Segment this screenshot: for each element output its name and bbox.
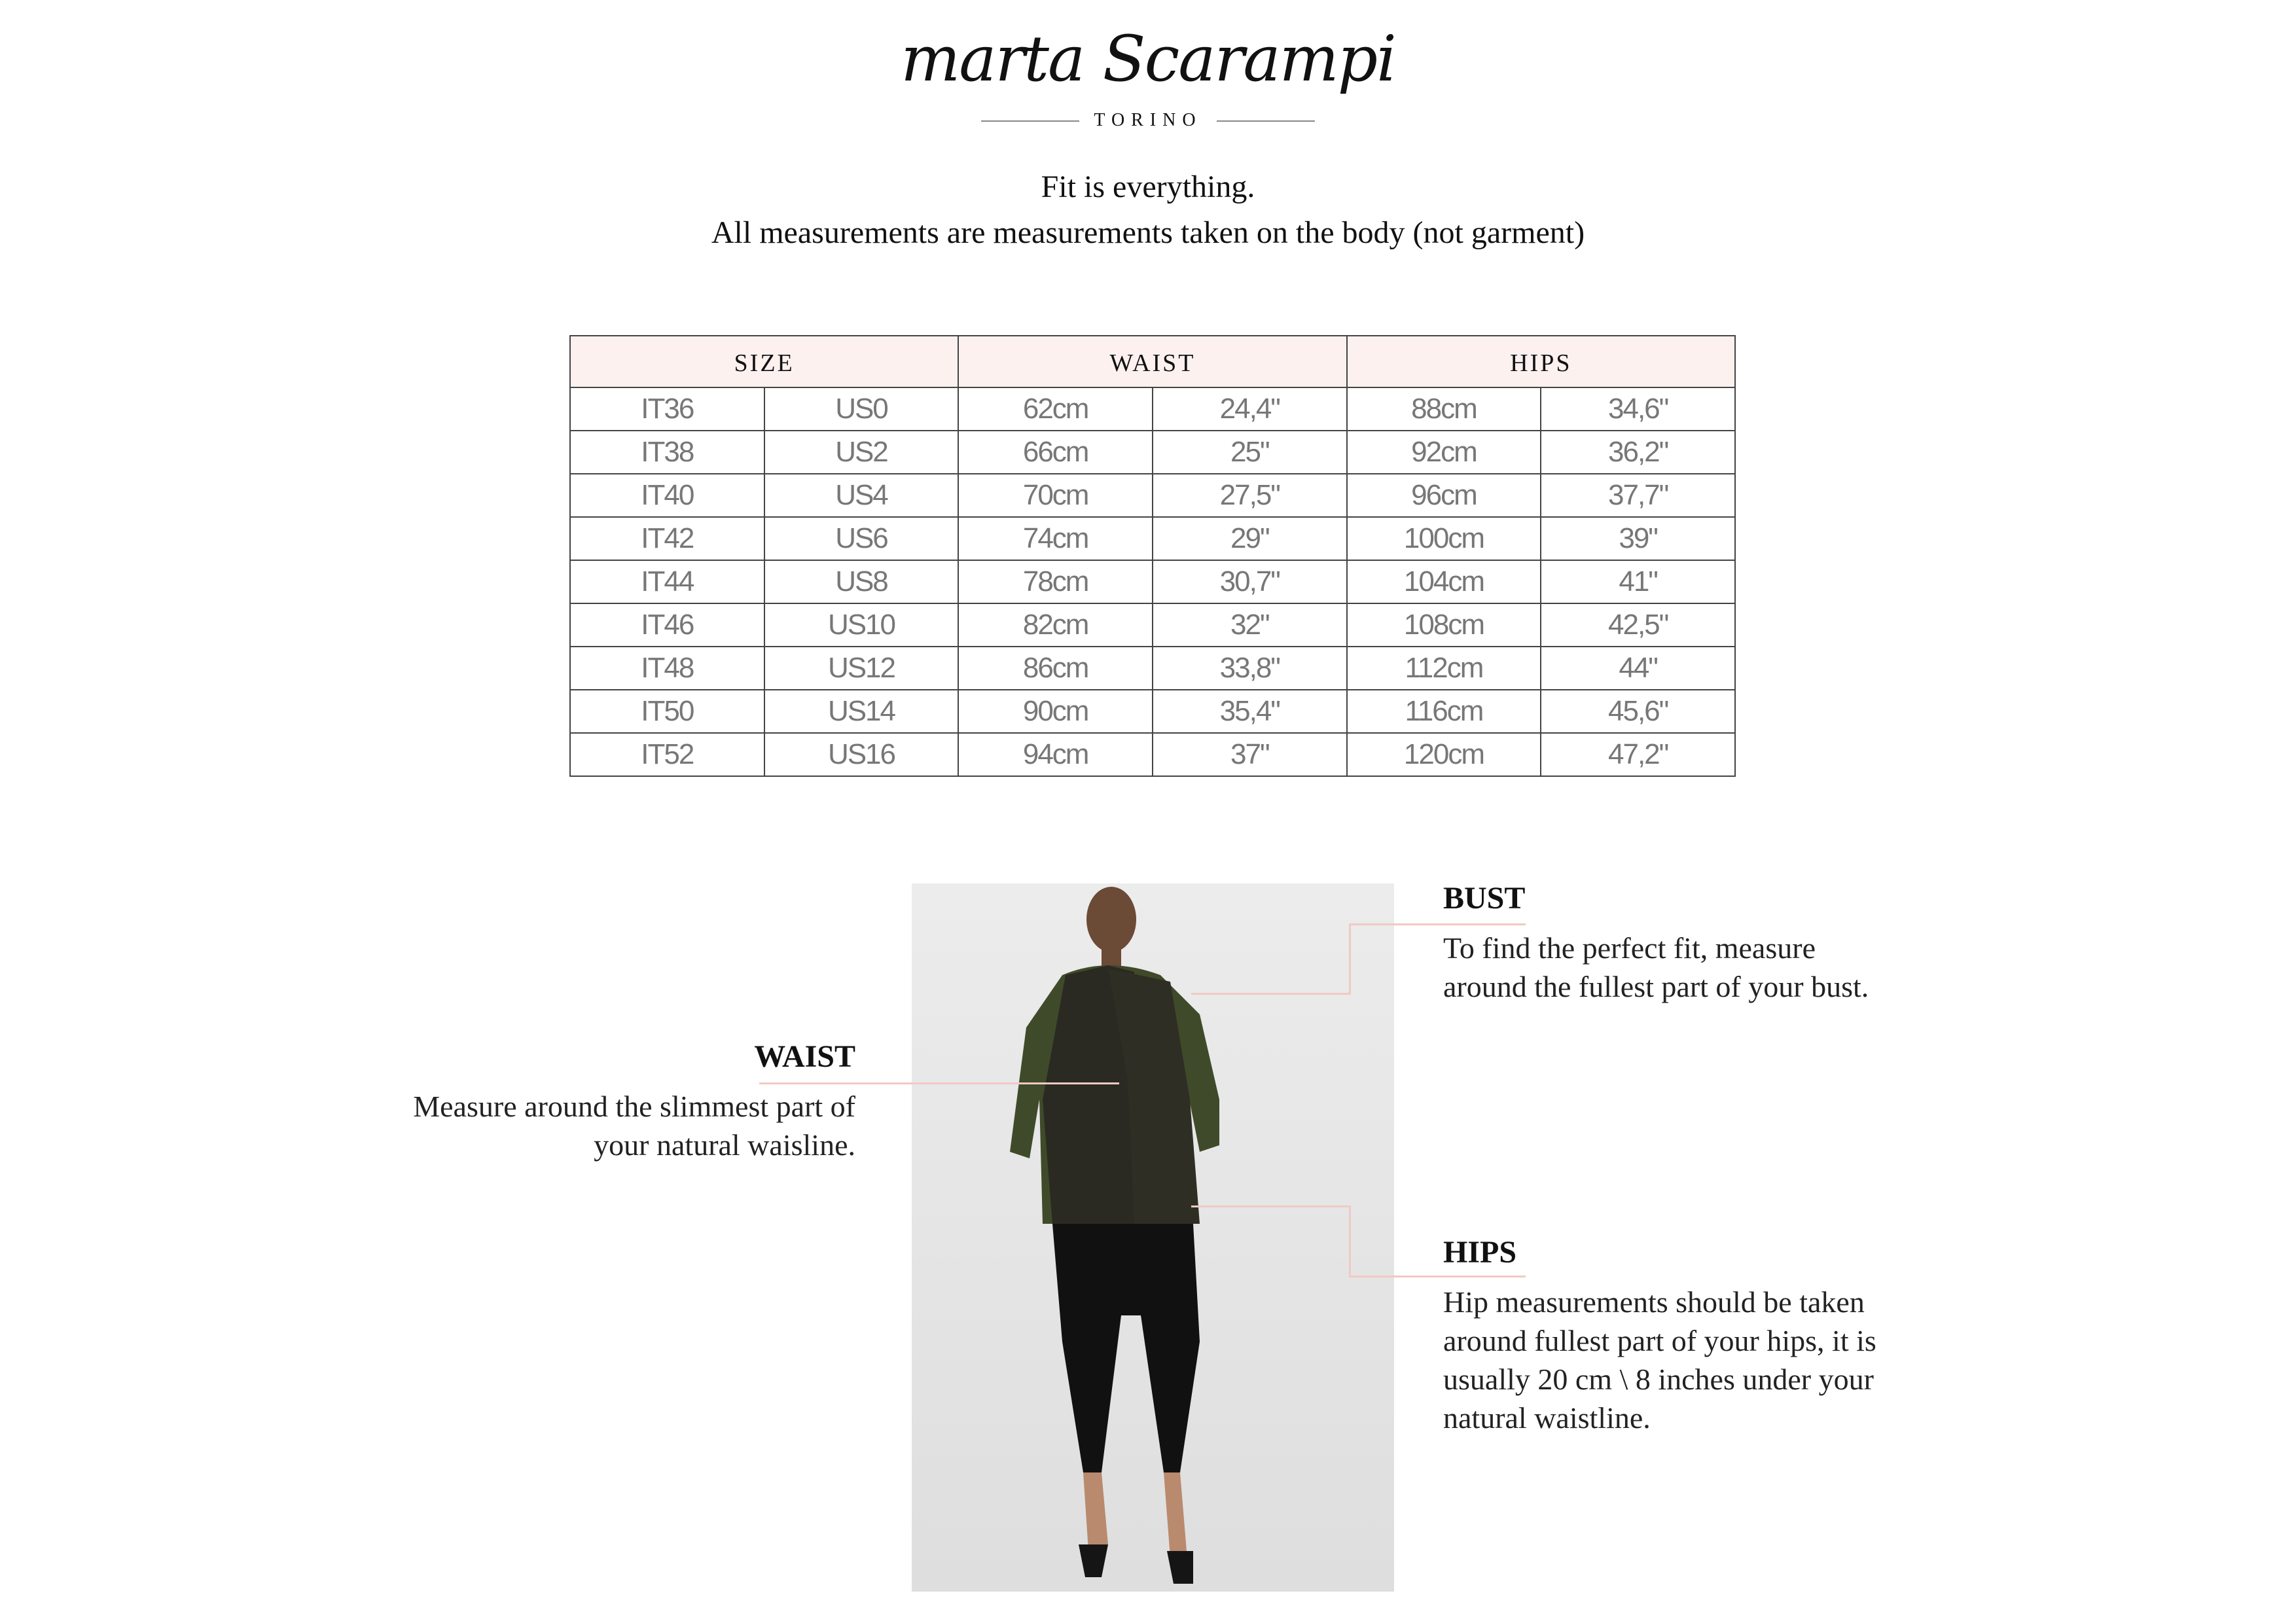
- size-chart-table: [569, 335, 1736, 777]
- brand-logo: [847, 22, 1449, 151]
- waist-line: Measure around the slimmest part of: [413, 1090, 855, 1123]
- tagline: Fit is everything.: [1041, 169, 1255, 204]
- hips-cm-cell: 120cm: [1347, 733, 1541, 776]
- table-row: [570, 474, 1735, 517]
- hips-in-cell: 42,5": [1541, 603, 1735, 647]
- us-size-cell: US8: [764, 560, 959, 603]
- table-header-row: [570, 336, 1735, 387]
- it-size-cell: IT36: [570, 387, 764, 431]
- hips-line: natural waistline.: [1443, 1401, 1651, 1435]
- hips-cm-cell: 88cm: [1347, 387, 1541, 431]
- hips-title: HIPS: [1443, 1235, 1517, 1270]
- us-size-cell: US2: [764, 431, 959, 474]
- it-size-cell: IT40: [570, 474, 764, 517]
- header-size: SIZE: [570, 336, 958, 387]
- it-size-cell: IT44: [570, 560, 764, 603]
- hips-line: usually 20 cm \ 8 inches under your: [1443, 1363, 1874, 1396]
- us-size-cell: US6: [764, 517, 959, 560]
- hips-cm-cell: 108cm: [1347, 603, 1541, 647]
- waist-title: WAIST: [754, 1039, 855, 1074]
- us-size-cell: US12: [764, 647, 959, 690]
- us-size-cell: US4: [764, 474, 959, 517]
- waist-cm-cell: 66cm: [958, 431, 1153, 474]
- header-waist: WAIST: [958, 336, 1346, 387]
- hips-in-cell: 44": [1541, 647, 1735, 690]
- model-photo: [912, 883, 1394, 1592]
- waist-cm-cell: 94cm: [958, 733, 1153, 776]
- bust-section: [1443, 880, 1869, 1006]
- waist-in-cell: 24,4": [1153, 387, 1347, 431]
- hips-in-cell: 34,6": [1541, 387, 1735, 431]
- hips-line: Hip measurements should be taken: [1443, 1285, 1865, 1319]
- hips-line: around fullest part of your hips, it is: [1443, 1324, 1876, 1357]
- bust-title: BUST: [1443, 881, 1526, 916]
- table-row: [570, 647, 1735, 690]
- waist-section: [413, 1039, 855, 1164]
- bust-line: To find the perfect fit, measure: [1443, 931, 1816, 965]
- hips-in-cell: 45,6": [1541, 690, 1735, 733]
- bust-text: [1443, 929, 1869, 1006]
- hips-section: [1443, 1234, 1876, 1437]
- hips-in-cell: 47,2": [1541, 733, 1735, 776]
- waist-line: your natural waisline.: [594, 1128, 855, 1162]
- hips-in-cell: 37,7": [1541, 474, 1735, 517]
- brand-city: TORINO: [1094, 110, 1202, 130]
- waist-text: [413, 1087, 855, 1164]
- it-size-cell: IT48: [570, 647, 764, 690]
- hips-cm-cell: 104cm: [1347, 560, 1541, 603]
- hips-connector: [1191, 1205, 1351, 1207]
- hips-in-cell: 39": [1541, 517, 1735, 560]
- it-size-cell: IT52: [570, 733, 764, 776]
- us-size-cell: US0: [764, 387, 959, 431]
- waist-in-cell: 32": [1153, 603, 1347, 647]
- us-size-cell: US14: [764, 690, 959, 733]
- hips-in-cell: 41": [1541, 560, 1735, 603]
- header-hips: HIPS: [1347, 336, 1735, 387]
- us-size-cell: US16: [764, 733, 959, 776]
- waist-in-cell: 30,7": [1153, 560, 1347, 603]
- bust-connector: [1349, 923, 1351, 995]
- it-size-cell: IT46: [570, 603, 764, 647]
- hips-cm-cell: 96cm: [1347, 474, 1541, 517]
- table-row: [570, 431, 1735, 474]
- waist-in-cell: 25": [1153, 431, 1347, 474]
- hips-connector: [1349, 1205, 1351, 1277]
- waist-cm-cell: 86cm: [958, 647, 1153, 690]
- waist-in-cell: 29": [1153, 517, 1347, 560]
- waist-cm-cell: 78cm: [958, 560, 1153, 603]
- waist-cm-cell: 74cm: [958, 517, 1153, 560]
- waist-cm-cell: 82cm: [958, 603, 1153, 647]
- waist-cm-cell: 70cm: [958, 474, 1153, 517]
- brand-name: marta Scarampi: [901, 22, 1395, 96]
- waist-cm-cell: 62cm: [958, 387, 1153, 431]
- hips-cm-cell: 100cm: [1347, 517, 1541, 560]
- table-row: [570, 690, 1735, 733]
- bust-line: around the fullest part of your bust.: [1443, 970, 1869, 1003]
- hips-cm-cell: 116cm: [1347, 690, 1541, 733]
- table-row: [570, 733, 1735, 776]
- waist-in-cell: 37": [1153, 733, 1347, 776]
- hips-cm-cell: 112cm: [1347, 647, 1541, 690]
- measurement-note: All measurements are measurements taken on the body (not garment): [711, 215, 1585, 250]
- it-size-cell: IT50: [570, 690, 764, 733]
- table-row: [570, 517, 1735, 560]
- table-row: [570, 560, 1735, 603]
- waist-cm-cell: 90cm: [958, 690, 1153, 733]
- logo-divider: [1217, 120, 1315, 122]
- waist-in-cell: 33,8": [1153, 647, 1347, 690]
- us-size-cell: US10: [764, 603, 959, 647]
- hips-text: [1443, 1283, 1876, 1437]
- hips-in-cell: 36,2": [1541, 431, 1735, 474]
- it-size-cell: IT38: [570, 431, 764, 474]
- waist-in-cell: 27,5": [1153, 474, 1347, 517]
- bust-connector: [1191, 993, 1351, 995]
- waist-in-cell: 35,4": [1153, 690, 1347, 733]
- hips-cm-cell: 92cm: [1347, 431, 1541, 474]
- table-row: [570, 387, 1735, 431]
- it-size-cell: IT42: [570, 517, 764, 560]
- table-row: [570, 603, 1735, 647]
